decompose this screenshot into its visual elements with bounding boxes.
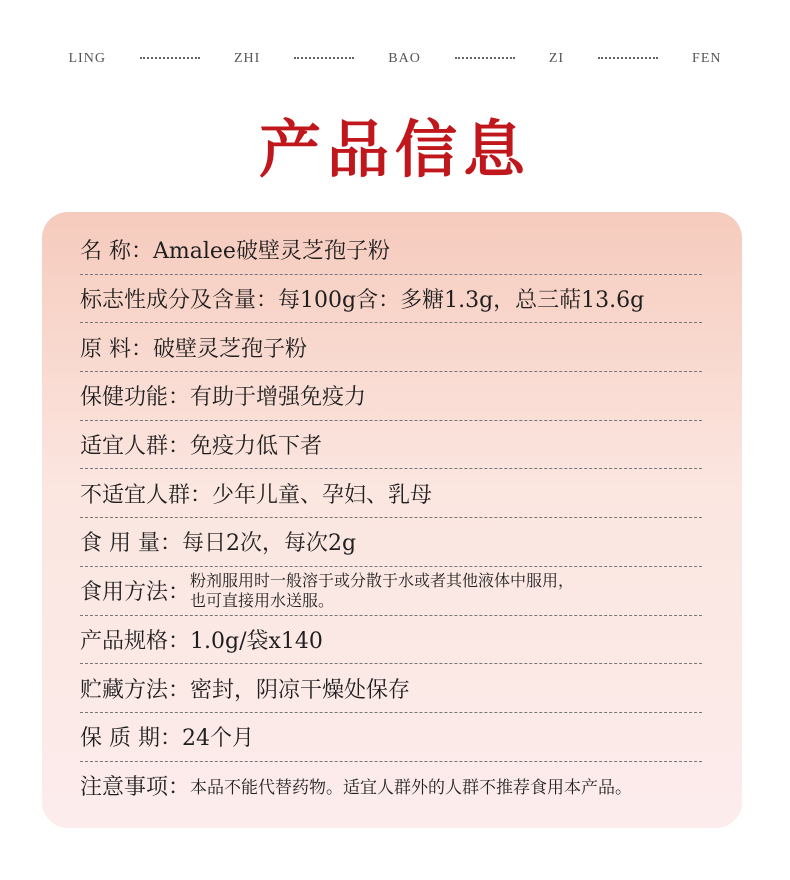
info-label: 不适宜人群： [80,482,213,508]
info-value: 密封，阴凉干燥处保存 [190,677,411,703]
info-label: 保 质 期： [80,726,182,752]
info-row-notice [80,762,702,811]
dotted-separator [294,57,354,61]
info-value: 1.0g/袋x140 [190,628,323,654]
pinyin-zi: ZI [548,51,565,66]
usage-line-2: 也可直接用水送服。 [190,590,335,610]
info-label: 名 称： [80,239,153,265]
info-value: 每100g含：多糖1.3g，总三萜13.6g [278,288,645,314]
info-row-suitable-people [80,421,702,470]
info-row-name [80,226,702,275]
info-label: 食 用 量： [80,531,182,557]
page-title: 产品信息 [258,113,531,186]
info-row-raw-material [80,323,702,372]
pinyin-bao: BAO [388,51,421,66]
pinyin-fen: FEN [692,51,722,66]
info-value [190,571,574,611]
info-row-ingredient-content [80,275,702,324]
info-row-shelf-life [80,713,702,762]
dotted-separator [598,57,658,61]
pinyin-ling: LING [68,51,106,66]
info-label: 标志性成分及含量： [80,288,279,314]
pinyin-zhi: ZHI [233,51,261,66]
info-label: 贮藏方法： [80,677,191,703]
info-value: 少年儿童、孕妇、乳母 [212,482,433,508]
pinyin-header [0,46,790,72]
info-row-unsuitable-people [80,469,702,518]
info-row-storage [80,664,702,713]
info-row-health-function [80,372,702,421]
info-row-specification [80,616,702,665]
info-value: 本品不能代替药物。适宜人群外的人群不推荐食用本产品。 [190,778,633,799]
usage-line-1: 粉剂服用时一般溶于或分散于水或者其他液体中服用， [190,570,575,590]
info-value: 24个月 [182,726,254,752]
dotted-separator [455,57,515,61]
info-row-usage-method [80,567,702,616]
info-row-dosage [80,518,702,567]
product-info-card [42,212,742,828]
dotted-separator [140,57,200,61]
info-value: Amalee破壁灵芝孢子粉 [153,239,390,265]
info-value: 每日2次，每次2g [182,531,357,557]
info-value: 免疫力低下者 [190,434,323,460]
info-label: 原 料： [80,336,153,362]
info-label: 注意事项： [80,775,191,801]
info-label: 产品规格： [80,628,191,654]
info-label: 适宜人群： [80,434,191,460]
info-value: 有助于增强免疫力 [190,385,367,411]
info-value: 破壁灵芝孢子粉 [153,336,308,362]
info-label: 保健功能： [80,385,191,411]
info-label: 食用方法： [80,580,191,606]
